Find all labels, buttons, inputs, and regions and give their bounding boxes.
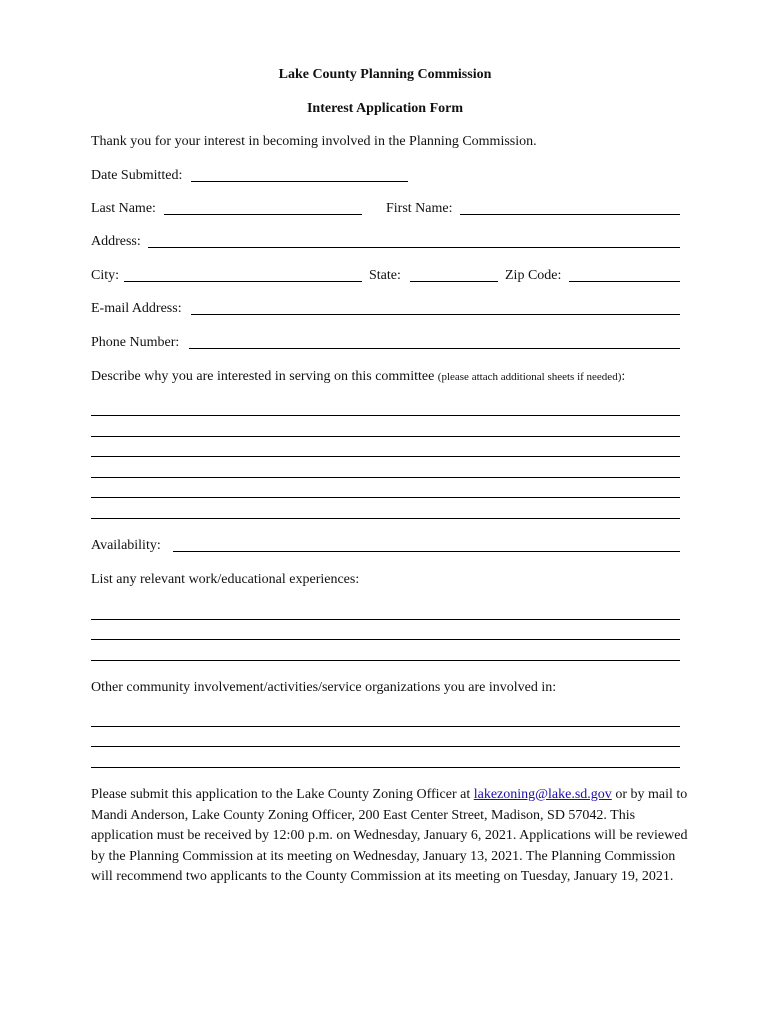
email-label: E-mail Address: xyxy=(91,301,182,316)
email-field[interactable] xyxy=(191,314,680,315)
phone-field[interactable] xyxy=(189,348,680,349)
experience-line-1[interactable] xyxy=(91,619,680,620)
intro-text: Thank you for your interest in becoming involved in the Planning Commission. xyxy=(91,134,537,149)
describe-interest-text: Describe why you are interested in serving on this committee xyxy=(91,369,435,384)
city-field[interactable] xyxy=(124,281,362,282)
describe-interest-note: (please attach additional sheets if needed) xyxy=(437,371,622,383)
date-submitted-label: Date Submitted: xyxy=(91,168,183,183)
first-name-label: First Name: xyxy=(386,201,453,216)
city-label: City: xyxy=(91,268,120,283)
state-field[interactable] xyxy=(410,281,498,282)
submission-instructions xyxy=(91,785,691,888)
describe-interest-line-3[interactable] xyxy=(91,456,680,457)
describe-interest-line-1[interactable] xyxy=(91,415,680,416)
experience-label: List any relevant work/educational experiences: xyxy=(91,572,360,587)
describe-interest-line-5[interactable] xyxy=(91,497,680,498)
community-involvement-label: Other community involvement/activities/service organizations you are involved in: xyxy=(91,680,557,695)
zip-code-field[interactable] xyxy=(569,281,680,282)
last-name-field[interactable] xyxy=(164,214,362,215)
address-label: Address: xyxy=(91,234,141,249)
describe-interest-line-4[interactable] xyxy=(91,477,680,478)
phone-label: Phone Number: xyxy=(91,335,180,350)
date-submitted-field[interactable] xyxy=(191,181,408,182)
first-name-field[interactable] xyxy=(460,214,680,215)
availability-label: Availability: xyxy=(91,538,161,553)
describe-interest-colon: : xyxy=(621,369,626,384)
experience-line-2[interactable] xyxy=(91,639,680,640)
experience-line-3[interactable] xyxy=(91,660,680,661)
describe-interest-line-2[interactable] xyxy=(91,436,680,437)
submission-text-start: Please submit this application to the Lake County Zoning Officer at xyxy=(91,787,474,802)
zoning-email-link[interactable]: lakezoning@lake.sd.gov xyxy=(473,787,612,802)
form-title: Interest Application Form xyxy=(306,101,464,116)
last-name-label: Last Name: xyxy=(91,201,156,216)
community-involvement-line-3[interactable] xyxy=(91,767,680,768)
address-field[interactable] xyxy=(148,247,680,248)
submission-text-end: or by mail to Mandi Anderson, Lake County Zoning Officer, 200 East Center Street, Madison, SD 57042. This application must be received by 12:00 p.m. on Wednesday, January 6, 2021. Applications will be reviewed by the Planning Commission at its meeting on Wednesday, January 13, 2021. The Planning Commission will recommend two applicants to the County Commission at its meeting on Tuesday, January 19, 2021. xyxy=(91,787,688,885)
state-label: State: xyxy=(369,268,401,283)
community-involvement-line-1[interactable] xyxy=(91,726,680,727)
community-involvement-line-2[interactable] xyxy=(91,746,680,747)
describe-interest-label xyxy=(91,369,625,385)
zip-code-label: Zip Code: xyxy=(505,268,562,283)
availability-field[interactable] xyxy=(173,551,680,552)
form-organization-title: Lake County Planning Commission xyxy=(278,67,492,82)
describe-interest-line-6[interactable] xyxy=(91,518,680,519)
